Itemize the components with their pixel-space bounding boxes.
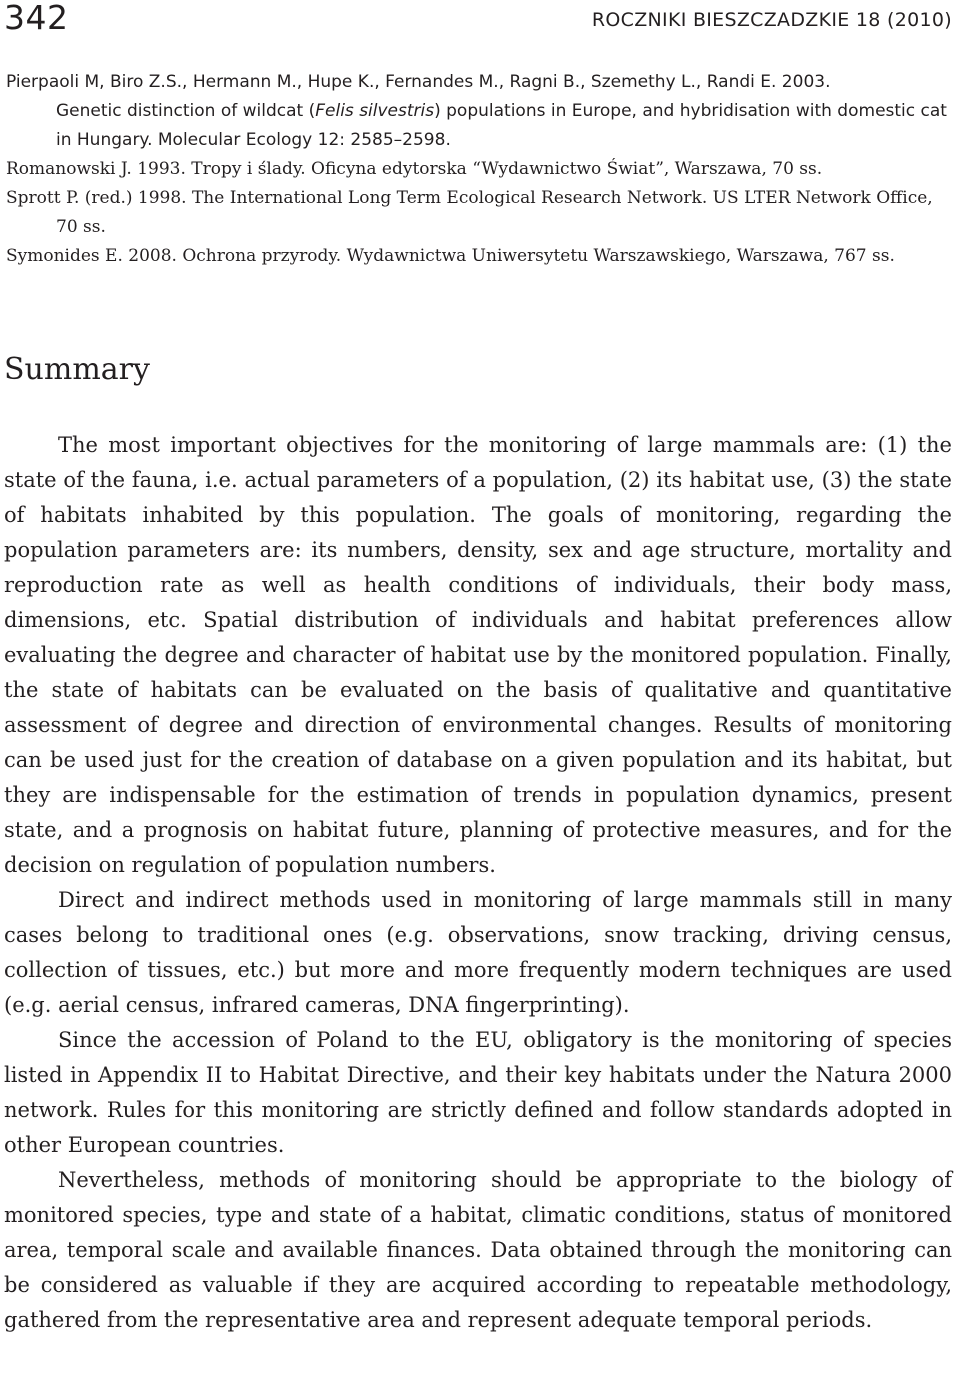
reference-entry: Romanowski J. 1993. Tropy i ślady. Oficyna edytorska “Wydawnictwo Świat”, Warszawa, 70 ss. — [6, 159, 823, 179]
reference-list — [6, 68, 956, 271]
reference-entry: Symonides E. 2008. Ochrona przyrody. Wydawnictwa Uniwersytetu Warszawskiego, Warszawa, 767 ss. — [6, 246, 895, 266]
summary-paragraph: Nevertheless, methods of monitoring should be appropriate to the biology of monitored species, type and state of a habitat, climatic conditions, status of monitored area, temporal scale and available finances. Data obtained through the monitoring can be considered as valuable if they are acquired according to repeatable methodology, gathered from the representative area and represent adequate temporal periods. — [4, 1168, 952, 1332]
reference-authors: Pierpaoli M, Biro Z.S., Hermann M., Hupe K., Fernandes M., Ragni B., Szemethy L., Randi E. 2003. — [6, 72, 831, 92]
page-number: 342 — [4, 0, 69, 37]
reference-title-part: Genetic distinction of wildcat ( — [56, 101, 316, 121]
reference-entry — [6, 68, 956, 155]
running-title: ROCZNIKI BIESZCZADZKIE 18 (2010) — [591, 9, 952, 31]
summary-body — [4, 428, 952, 1338]
reference-species-name: Felis silvestris — [315, 101, 435, 121]
reference-title-part: ) populations in Europe, and hybridisation with domestic cat in Hungary. Molecular Ecology 12: 2585–2598. — [56, 101, 947, 150]
summary-paragraph: The most important objectives for the monitoring of large mammals are: (1) the state of the fauna, i.e. actual parameters of a population, (2) its habitat use, (3) the state of habitats inhabited by this population. The goals of monitoring, regarding the population parameters are: its numbers, density, sex and age structure, mortality and reproduction rate as well as health conditions of individuals, their body mass, dimensions, etc. Spatial distribution of individuals and habitat preferences allow evaluating the degree and character of habitat use by the monitored population. Finally, the state of habitats can be evaluated on the basis of qualitative and quantitative assessment of degree and direction of environmental changes. Results of monitoring can be used just for the creation of database on a given population and its habitat, but they are indispensable for the estimation of trends in population dynamics, present state, and a prognosis on habitat future, planning of protective measures, and for the decision on regulation of population numbers. — [4, 433, 952, 877]
page-header — [4, 0, 952, 44]
section-heading: Summary — [4, 352, 150, 387]
summary-paragraph: Direct and indirect methods used in monitoring of large mammals still in many cases belong to traditional ones (e.g. observations, snow tracking, driving census, collection of tissues, etc.) but more and more frequently modern techniques are used (e.g. aerial census, infrared cameras, DNA fingerprinting). — [4, 888, 952, 1017]
summary-paragraph: Since the accession of Poland to the EU, obligatory is the monitoring of species listed in Appendix II to Habitat Directive, and their key habitats under the Natura 2000 network. Rules for this monitoring are strictly defined and follow standards adopted in other European countries. — [4, 1028, 952, 1157]
reference-entry: Sprott P. (red.) 1998. The International Long Term Ecological Research Network. US LTER Network Office, 70 ss. — [6, 188, 933, 237]
